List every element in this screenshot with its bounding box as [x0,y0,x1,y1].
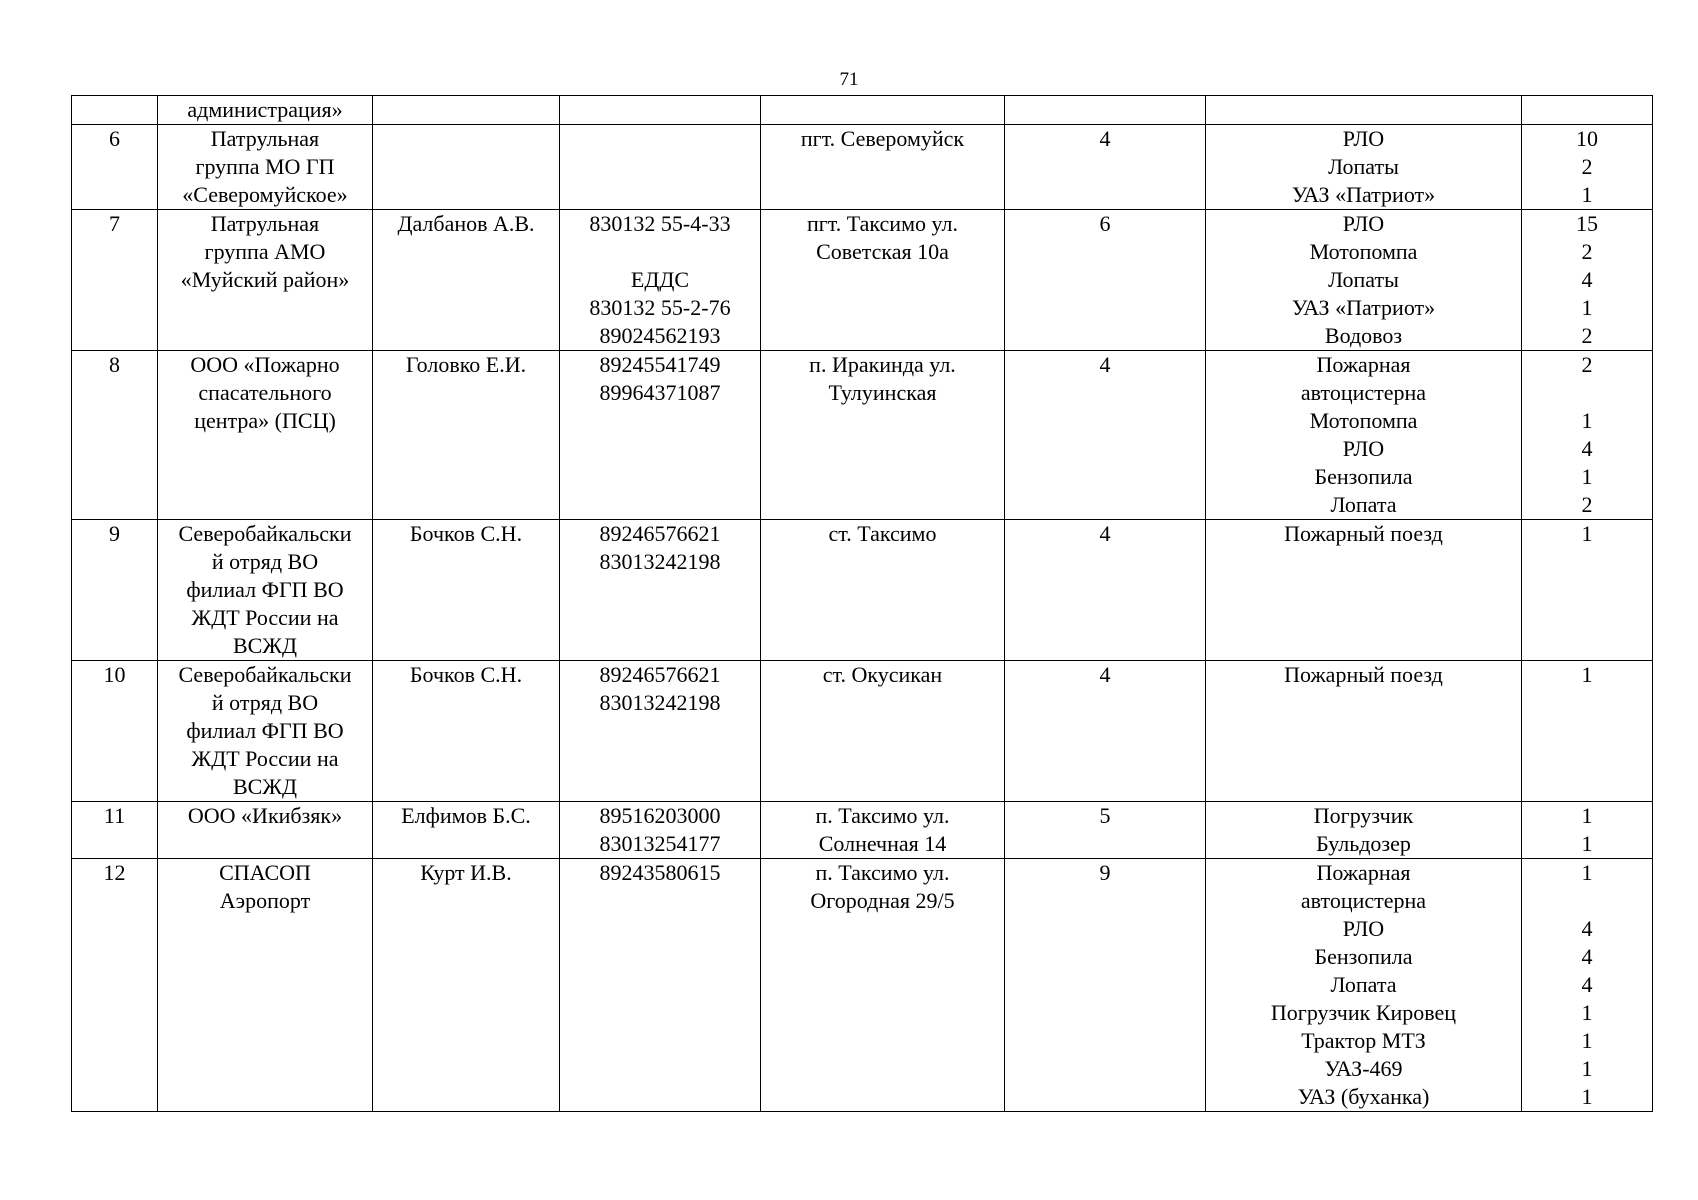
cell-number-text: 7 [109,211,120,236]
cell-personnel-count [1005,859,1206,1112]
cell-phone [560,96,761,125]
cell-number-text: 12 [103,860,126,885]
table-row [72,125,1653,210]
cell-organization [158,859,373,1112]
cell-address-line: пгт. Таксимо ул. [806,211,959,236]
cell-personnel-count-text: 5 [1099,803,1111,828]
cell-equipment [1206,859,1522,1112]
cell-number [72,802,158,859]
cell-quantity-line: 1 [1581,860,1593,885]
cell-quantity-line: 1 [1581,1028,1593,1053]
cell-number-text: 11 [103,803,126,828]
cell-phone-line: 830132 55-4-33 [589,211,731,236]
cell-number [72,661,158,802]
cell-quantity-line: 4 [1581,267,1593,292]
cell-equipment-line: УАЗ «Патриот» [1291,182,1436,207]
cell-phone [560,661,761,802]
cell-equipment-line: автоцистерна [1300,380,1427,405]
cell-quantity-line: 1 [1581,464,1593,489]
cell-phone [560,802,761,859]
cell-quantity [1522,520,1653,661]
cell-phone [560,125,761,210]
cell-responsible-person [373,96,560,125]
cell-quantity-line: 1 [1581,521,1593,546]
cell-organization-line: ВСЖД [232,774,298,799]
cell-address-line: Советская 10а [816,239,949,264]
cell-equipment-line: Бульдозер [1316,831,1411,856]
cell-phone-line: 89243580615 [599,860,721,885]
cell-organization-line: Северобайкальски [178,662,352,687]
cell-quantity-line: 4 [1581,916,1593,941]
table-row [72,96,1653,125]
cell-personnel-count-text: 9 [1099,860,1111,885]
cell-organization-line: центра» (ПСЦ) [194,408,336,433]
cell-organization-line: ЖДТ России на [191,605,339,630]
cell-organization-line: филиал ФГП ВО [186,718,344,743]
cell-organization-line: администрация» [187,97,343,122]
cell-personnel-count-text: 4 [1099,352,1111,377]
cell-address-line: Солнечная 14 [818,831,947,856]
cell-organization [158,661,373,802]
cell-organization-line: СПАСОП [219,860,311,885]
cell-responsible-person [373,520,560,661]
cell-equipment-line: УАЗ «Патриот» [1291,295,1436,320]
table-row [72,210,1653,351]
cell-number-text: 9 [109,521,120,546]
cell-phone-line: 83013242198 [599,549,721,574]
cell-number [72,210,158,351]
cell-phone-line: 830132 55-2-76 [589,295,731,320]
cell-number [72,520,158,661]
cell-equipment-line: Пожарная [1316,352,1411,377]
cell-phone-line: 83013254177 [599,831,721,856]
table-body [72,96,1653,1112]
cell-quantity-line: 4 [1581,972,1593,997]
blank-line [1526,887,1648,915]
cell-equipment [1206,351,1522,520]
cell-address-line: Огородная 29/5 [810,888,955,913]
cell-personnel-count [1005,210,1206,351]
cell-equipment [1206,802,1522,859]
cell-address [761,125,1005,210]
cell-organization-line: Патрульная [210,126,320,151]
cell-number-text: 6 [109,126,120,151]
cell-organization [158,96,373,125]
cell-equipment-line: Лопата [1330,492,1397,517]
cell-quantity-line: 2 [1581,352,1593,377]
cell-quantity-line: 1 [1581,662,1593,687]
cell-organization-line: Аэропорт [219,888,311,913]
table-row [72,661,1653,802]
cell-organization [158,351,373,520]
cell-phone-line: 89964371087 [599,380,721,405]
cell-responsible-person-line: Бочков С.Н. [409,521,523,546]
cell-address [761,210,1005,351]
cell-equipment-line: Бензопила [1314,464,1413,489]
cell-quantity-line: 1 [1581,295,1593,320]
cell-equipment [1206,96,1522,125]
cell-phone-line: 89024562193 [599,323,721,348]
cell-number [72,859,158,1112]
cell-personnel-count [1005,351,1206,520]
cell-organization-line: группа МО ГП [195,154,335,179]
cell-equipment-line: автоцистерна [1300,888,1427,913]
cell-quantity-line: 1 [1581,1084,1593,1109]
cell-address-line: ст. Таксимо [828,521,937,546]
table-row [72,802,1653,859]
cell-equipment-line: УАЗ-469 [1324,1056,1403,1081]
cell-responsible-person [373,802,560,859]
cell-personnel-count [1005,520,1206,661]
cell-responsible-person-line: Елфимов Б.С. [401,803,531,828]
cell-organization-line: группа АМО [204,239,326,264]
cell-quantity-line: 1 [1581,803,1593,828]
cell-equipment-line: Лопаты [1328,267,1399,292]
cell-equipment-line: Погрузчик [1313,803,1414,828]
cell-personnel-count-text: 4 [1099,126,1111,151]
cell-organization-line: «Северомуйское» [182,182,348,207]
cell-address-line: п. Таксимо ул. [815,860,950,885]
cell-quantity-line: 2 [1581,239,1593,264]
cell-personnel-count [1005,661,1206,802]
cell-equipment-line: РЛО [1342,436,1385,461]
cell-organization-line: спасательного [198,380,332,405]
cell-quantity-line: 4 [1581,944,1593,969]
cell-equipment-line: Пожарный поезд [1284,521,1443,546]
cell-quantity-line: 4 [1581,436,1593,461]
cell-phone-line: 89516203000 [599,803,721,828]
cell-quantity-line: 2 [1581,154,1593,179]
cell-address [761,661,1005,802]
cell-organization-line: ООО «Пожарно [190,352,340,377]
cell-address [761,859,1005,1112]
cell-address [761,802,1005,859]
cell-equipment-line: Мотопомпа [1309,408,1418,433]
cell-responsible-person [373,859,560,1112]
cell-number-text [76,96,153,124]
cell-quantity [1522,802,1653,859]
cell-quantity-line: 15 [1576,211,1598,236]
cell-organization-line: й отряд ВО [211,549,319,574]
cell-address-line: п. Таксимо ул. [815,803,950,828]
cell-equipment-line: Лопата [1330,972,1397,997]
cell-responsible-person-line: Далбанов А.В. [397,211,535,236]
cell-phone [560,520,761,661]
resources-table [71,95,1653,1112]
cell-equipment-line: Погрузчик Кировец [1270,1000,1457,1025]
cell-quantity-line: 1 [1581,1056,1593,1081]
cell-organization-line: филиал ФГП ВО [186,577,344,602]
cell-responsible-person [373,125,560,210]
cell-number-text: 10 [103,662,126,687]
cell-phone-line: 89245541749 [599,352,721,377]
cell-organization [158,520,373,661]
cell-quantity [1522,125,1653,210]
cell-quantity-line: 1 [1581,831,1593,856]
cell-personnel-count-text: 6 [1099,211,1111,236]
cell-organization-line: Северобайкальски [178,521,352,546]
blank-line [1526,379,1648,407]
cell-number-text: 8 [109,352,120,377]
cell-equipment-line: Бензопила [1314,944,1413,969]
cell-responsible-person-line: Бочков С.Н. [409,662,523,687]
cell-organization-line: Патрульная [210,211,320,236]
cell-phone [560,210,761,351]
cell-equipment-line: РЛО [1342,916,1385,941]
table-row [72,351,1653,520]
cell-organization-line: ЖДТ России на [191,746,339,771]
cell-equipment-line: УАЗ (буханка) [1297,1084,1430,1109]
cell-personnel-count-text: 4 [1099,521,1111,546]
cell-equipment-line: Водовоз [1324,323,1403,348]
cell-number [72,96,158,125]
cell-equipment [1206,661,1522,802]
cell-organization [158,802,373,859]
cell-personnel-count [1005,802,1206,859]
cell-equipment-line: Лопаты [1328,154,1399,179]
cell-responsible-person [373,661,560,802]
cell-responsible-person [373,351,560,520]
cell-quantity [1522,859,1653,1112]
cell-address-line: пгт. Северомуйск [800,126,965,151]
cell-quantity [1522,661,1653,802]
cell-organization-line: «Муйский район» [180,267,350,292]
table-row [72,859,1653,1112]
cell-organization [158,210,373,351]
cell-quantity-line: 10 [1576,126,1598,151]
cell-personnel-count-text: 4 [1099,662,1111,687]
cell-equipment [1206,210,1522,351]
cell-personnel-count [1005,96,1206,125]
cell-equipment [1206,520,1522,661]
cell-responsible-person-line: Курт И.В. [420,860,512,885]
cell-address [761,520,1005,661]
cell-equipment-line: Мотопомпа [1309,239,1418,264]
cell-phone-line: ЕДДС [630,267,690,292]
cell-responsible-person-line: Головко Е.И. [405,352,527,377]
cell-address [761,351,1005,520]
cell-phone-line: 89246576621 [599,662,721,687]
page-number: 71 [839,69,859,90]
cell-address [761,96,1005,125]
cell-phone [560,351,761,520]
cell-responsible-person [373,210,560,351]
cell-organization-line: ВСЖД [232,633,298,658]
cell-organization-line: ООО «Икибзяк» [187,803,343,828]
cell-number [72,125,158,210]
cell-equipment-line: Трактор МТЗ [1301,1028,1426,1053]
cell-quantity-line: 1 [1581,1000,1593,1025]
cell-quantity [1522,210,1653,351]
cell-equipment-line: Пожарный поезд [1284,662,1443,687]
blank-line [564,238,756,266]
cell-equipment [1206,125,1522,210]
cell-quantity-line: 1 [1581,408,1593,433]
cell-equipment-line: Пожарная [1316,860,1411,885]
table-row [72,520,1653,661]
cell-address-line: Тулуинская [828,380,937,405]
cell-address-line: ст. Окусикан [822,662,943,687]
cell-equipment-line: РЛО [1342,126,1385,151]
cell-phone-line: 89246576621 [599,521,721,546]
cell-quantity-line: 2 [1581,492,1593,517]
cell-number [72,351,158,520]
cell-quantity [1522,351,1653,520]
cell-equipment-line: РЛО [1342,211,1385,236]
cell-personnel-count [1005,125,1206,210]
cell-quantity [1522,96,1653,125]
cell-quantity-line: 2 [1581,323,1593,348]
cell-phone-line: 83013242198 [599,690,721,715]
cell-organization [158,125,373,210]
cell-personnel-count-text [1009,96,1201,124]
cell-organization-line: й отряд ВО [211,690,319,715]
cell-phone [560,859,761,1112]
cell-quantity-line: 1 [1581,182,1593,207]
cell-address-line: п. Иракинда ул. [809,352,956,377]
